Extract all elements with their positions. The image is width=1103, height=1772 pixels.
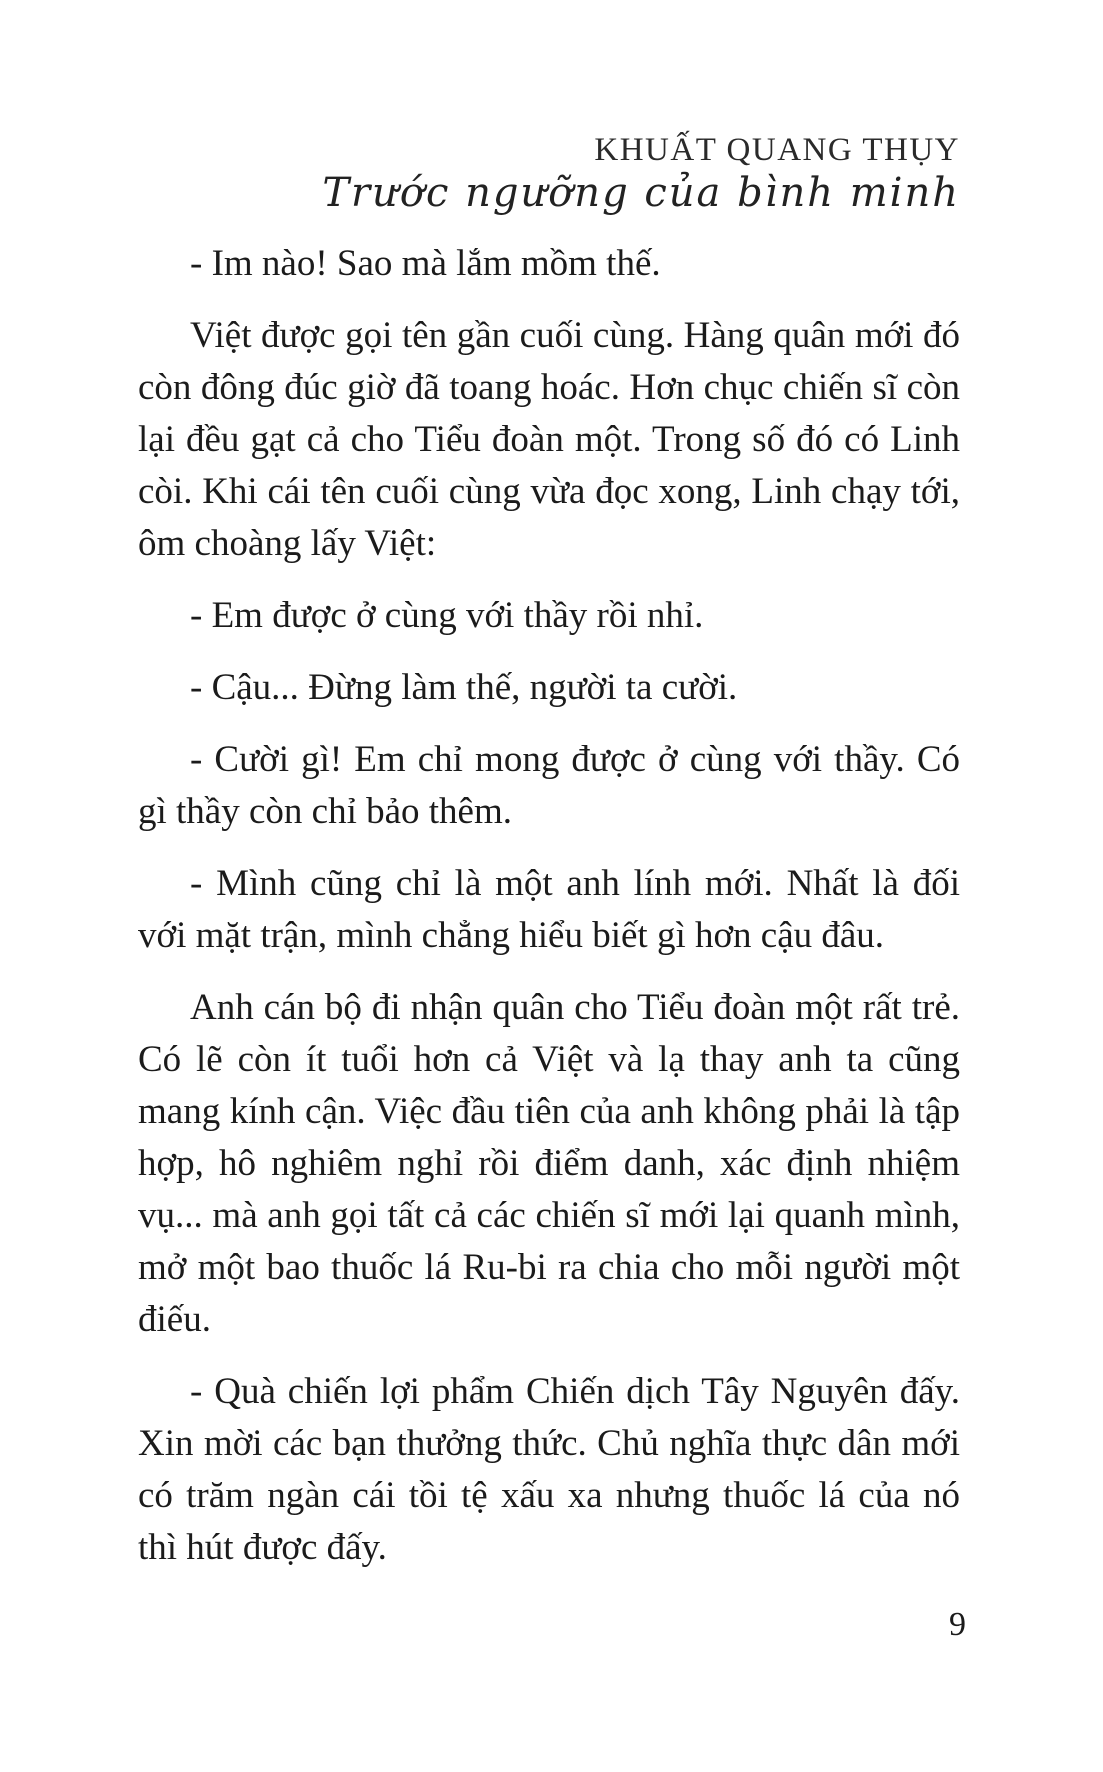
- paragraph: Việt được gọi tên gần cuối cùng. Hàng quân mới đó còn đông đúc giờ đã toang hoác. Hơn chục chiến sĩ còn lại đều gạt cả cho Tiểu đoàn một. Trong số đó có Linh còi. Khi cái tên cuối cùng vừa đọc xong, Linh chạy tới, ôm choàng lấy Việt:: [138, 315, 960, 564]
- paragraph-dialogue: - Quà chiến lợi phẩm Chiến dịch Tây Nguyên đấy. Xin mời các bạn thưởng thức. Chủ nghĩa thực dân mới có trăm ngàn cái tồi tệ xấu xa nhưng thuốc lá của nó thì hút được đấy.: [138, 1371, 960, 1568]
- author-name: KHUẤT QUANG THỤY: [594, 132, 960, 168]
- paragraph-dialogue: - Cười gì! Em chỉ mong được ở cùng với thầy. Có gì thầy còn chỉ bảo thêm.: [138, 739, 960, 832]
- paragraph-dialogue: - Mình cũng chỉ là một anh lính mới. Nhất là đối với mặt trận, mình chẳng hiểu biết gì hơn cậu đâu.: [138, 863, 960, 956]
- paragraph-dialogue: - Em được ở cùng với thầy rồi nhỉ.: [190, 595, 704, 636]
- paragraph-dialogue: - Im nào! Sao mà lắm mồm thế.: [190, 243, 661, 284]
- text-block: [138, 0, 960, 1574]
- paragraph: Anh cán bộ đi nhận quân cho Tiểu đoàn một rất trẻ. Có lẽ còn ít tuổi hơn cả Việt và lạ thay anh ta cũng mang kính cận. Việc đầu tiên của anh không phải là tập hợp, hô nghiêm nghỉ rồi điểm danh, xác định nhiệm vụ... mà anh gọi tất cả các chiến sĩ mới lại quanh mình, mở một bao thuốc lá Ru-bi ra chia cho mỗi người một điếu.: [138, 987, 960, 1340]
- running-header: [138, 0, 960, 216]
- paragraph-dialogue: - Cậu... Đừng làm thế, người ta cười.: [190, 667, 738, 708]
- body-text: [138, 238, 960, 1574]
- page-number: 9: [949, 1606, 966, 1643]
- book-title: Trước ngưỡng của bình minh: [322, 170, 960, 216]
